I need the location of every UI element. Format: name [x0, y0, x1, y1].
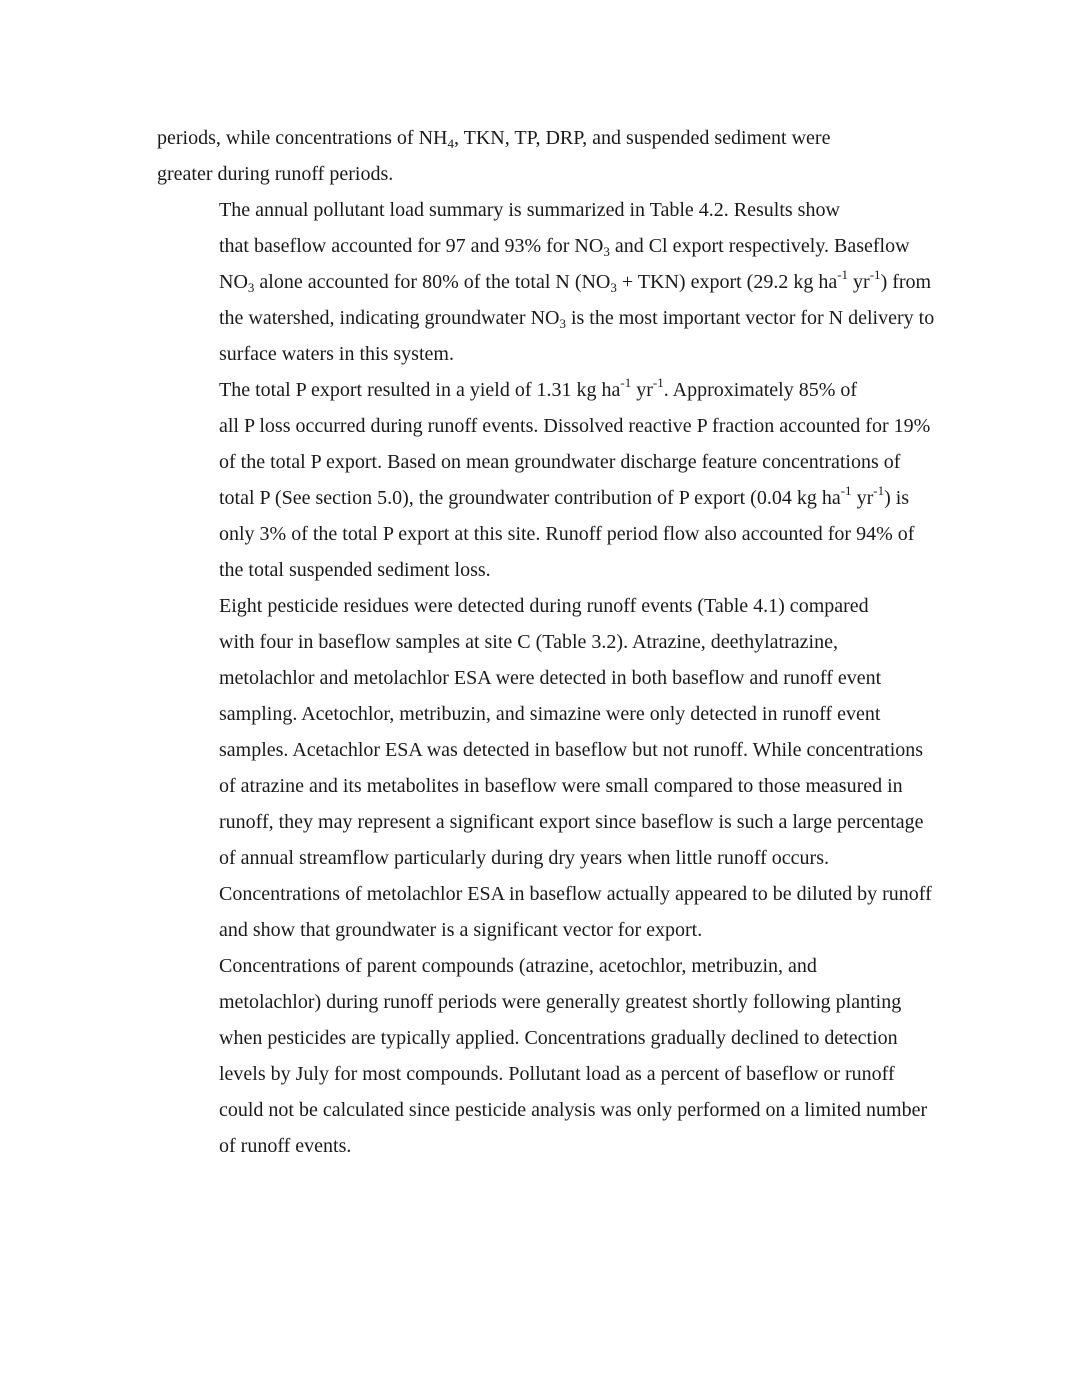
text-run: with four in baseflow samples at site C (Table 3.2). Atrazine, deethylatrazine, [219, 631, 838, 653]
text-run: the total suspended sediment loss. [219, 559, 491, 581]
text-run: alone accounted for 80% of the total N (NO [254, 271, 611, 293]
paragraph-1 [157, 120, 917, 192]
superscript: -1 [652, 375, 664, 390]
text-line [157, 408, 931, 444]
text-line [157, 228, 917, 264]
text-line [157, 120, 917, 156]
text-line [157, 984, 917, 1020]
text-run: surface waters in this system. [219, 343, 454, 365]
text-run: . Approximately 85% of [663, 379, 858, 401]
text-run: The total P export resulted in a yield of 1.31 kg ha [219, 379, 621, 401]
subscript: 3 [610, 280, 617, 295]
text-line [157, 192, 917, 228]
text-line [157, 624, 917, 660]
text-run: yr [848, 271, 870, 293]
superscript: -1 [869, 267, 881, 282]
text-line [157, 516, 917, 552]
text-line [157, 300, 935, 336]
text-line [157, 768, 917, 804]
text-line [157, 264, 932, 300]
text-run: Concentrations of parent compounds (atrazine, acetochlor, metribuzin, and [219, 955, 817, 977]
superscript: -1 [873, 483, 885, 498]
text-run: , TKN, TP, DRP, and suspended sediment were [453, 127, 831, 149]
text-line [157, 552, 917, 588]
paragraph-5 [157, 948, 928, 1164]
superscript: -1 [837, 267, 849, 282]
text-line [157, 336, 917, 372]
text-run: runoff, they may represent a significant export since baseflow is such a large percentage [219, 811, 924, 833]
text-line [157, 840, 917, 876]
superscript: -1 [620, 375, 632, 390]
subscript: 4 [447, 136, 454, 151]
text-line [157, 804, 924, 840]
text-run: and show that groundwater is a significant vector for export. [219, 919, 703, 941]
text-run: Eight pesticide residues were detected during runoff events (Table 4.1) compared [219, 595, 869, 617]
text-run: NO [219, 271, 248, 293]
text-run: of the total P export. Based on mean groundwater discharge feature concentrations of [219, 451, 901, 473]
text-run: of atrazine and its metabolites in baseflow were small compared to those measured in [219, 775, 903, 797]
text-run: total P (See section 5.0), the groundwater contribution of P export (0.04 kg ha [219, 487, 841, 509]
text-line [157, 1020, 917, 1056]
text-run: sampling. Acetochlor, metribuzin, and simazine were only detected in runoff event [219, 703, 881, 725]
text-run: metolachlor and metolachlor ESA were detected in both baseflow and runoff event [219, 667, 882, 689]
subscript: 3 [247, 280, 255, 295]
text-line [157, 948, 917, 984]
text-run: Concentrations of metolachlor ESA in baseflow actually appeared to be diluted by runoff [219, 883, 932, 905]
text-run: and Cl export respectively. Baseflow [609, 235, 910, 257]
text-run: yr [631, 379, 653, 401]
text-run: samples. Acetachlor ESA was detected in baseflow but not runoff. While concentrations [219, 739, 924, 761]
text-run: is the most important vector for N delivery to [565, 307, 935, 329]
text-line [157, 588, 917, 624]
text-run: the watershed, indicating groundwater NO [219, 307, 560, 329]
text-line [157, 372, 917, 408]
document-body [157, 120, 935, 1164]
text-run: could not be calculated since pesticide analysis was only performed on a limited number [219, 1099, 928, 1121]
text-run: when pesticides are typically applied. Concentrations gradually declined to detection [219, 1027, 898, 1049]
text-line [157, 732, 924, 768]
text-line [157, 1056, 917, 1092]
text-line [157, 696, 917, 732]
subscript: 3 [603, 244, 610, 259]
text-line [157, 660, 917, 696]
text-run: that baseflow accounted for 97 and 93% for NO [219, 235, 604, 257]
text-run: metolachlor) during runoff periods were generally greatest shortly following planting [219, 991, 902, 1013]
text-run: levels by July for most compounds. Pollutant load as a percent of baseflow or runoff [219, 1063, 895, 1085]
text-run: ) from [880, 271, 932, 293]
text-run: + TKN) export (29.2 kg ha [616, 271, 838, 293]
text-run: of runoff events. [219, 1135, 352, 1157]
text-run: only 3% of the total P export at this site. Runoff period flow also accounted for 94% of [219, 523, 915, 545]
text-line [157, 1092, 928, 1128]
text-run: all P loss occurred during runoff events. Dissolved reactive P fraction accounted for 19% [219, 415, 931, 437]
text-run: greater during runoff periods. [157, 163, 394, 185]
text-run: The annual pollutant load summary is summarized in Table 4.2. Results show [219, 199, 840, 221]
paragraph-4 [157, 588, 932, 948]
paragraph-2 [157, 192, 935, 372]
paragraph-3 [157, 372, 931, 588]
text-run: periods, while concentrations of NH [157, 127, 448, 149]
text-line [157, 480, 917, 516]
text-line [157, 444, 917, 480]
text-line [157, 1128, 917, 1164]
text-line [157, 876, 932, 912]
text-run: ) is [884, 487, 910, 509]
text-line [157, 912, 917, 948]
subscript: 3 [559, 316, 566, 331]
superscript: -1 [840, 483, 852, 498]
text-line [157, 156, 917, 192]
text-run: yr [851, 487, 874, 509]
text-run: of annual streamflow particularly during dry years when little runoff occurs. [219, 847, 829, 869]
